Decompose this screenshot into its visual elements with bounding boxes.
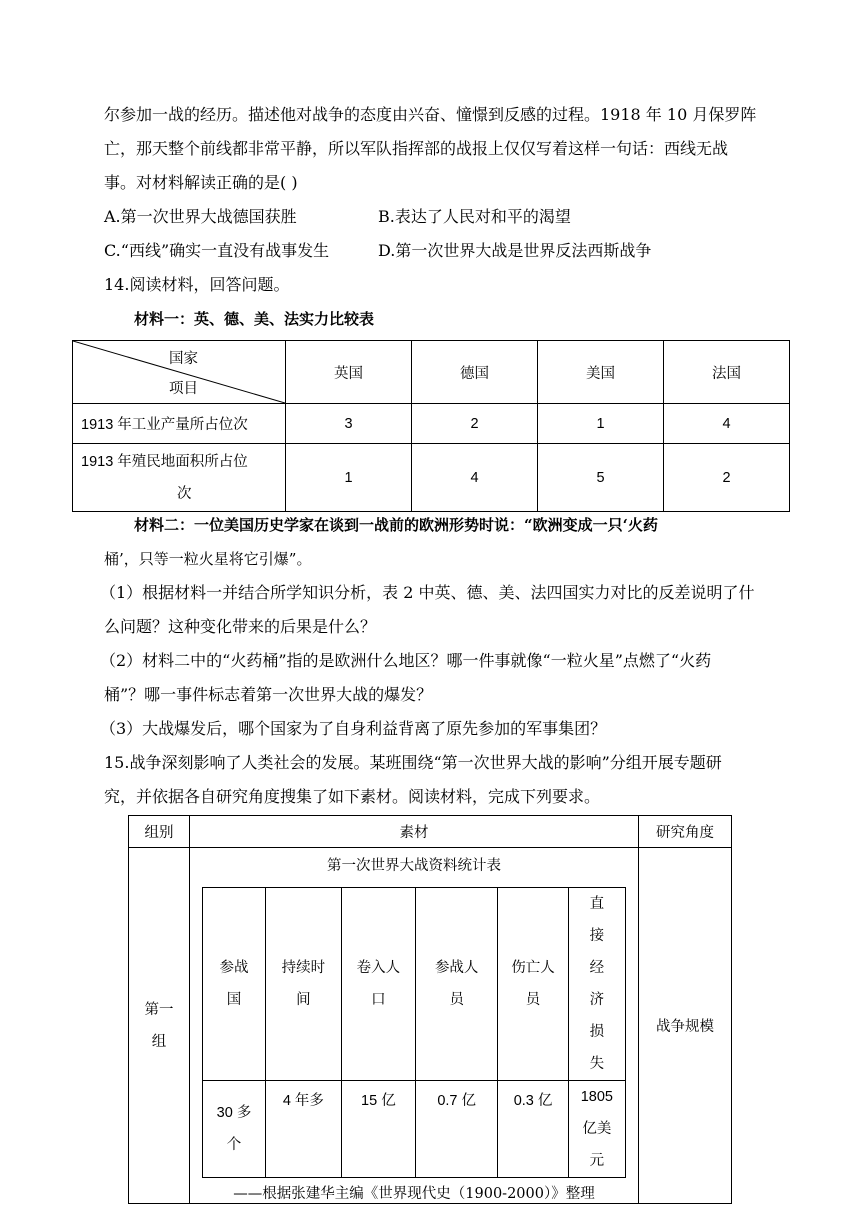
group-1-label [129, 848, 190, 1204]
table-cell: 5 [538, 444, 664, 512]
strength-comparison-table [72, 340, 790, 512]
table-cell: 3 [286, 404, 412, 444]
stats-value: 0.3 亿 [498, 1081, 568, 1178]
q13-option-d: D.第一次世界大战是世界反法西斯战争 [378, 241, 652, 260]
material2-line-2: 桶’，只等一粒火星将它引爆”。 [104, 550, 312, 568]
q15-stem-line-1: 15.战争深刻影响了人类社会的发展。某班围绕“第一次世界大战的影响”分组开展专题研 [104, 753, 722, 772]
material2-line-1 [134, 514, 658, 536]
material2-text-a: 材料二：一位美国历史学家在谈到一战前的欧洲形势时说：“欧洲变成一只‘火药 [134, 516, 658, 534]
col-header-material: 素材 [190, 816, 639, 848]
q13-option-b: B.表达了人民对和平的渴望 [378, 207, 571, 226]
table-cell: 2 [664, 444, 790, 512]
table-cell: 4 [412, 444, 538, 512]
stats-value: 4 年多 [266, 1081, 342, 1178]
row-label-colony-text-a: 1913 年殖民地面积所占位 [81, 453, 248, 470]
stats-header: 参战国 [203, 888, 266, 1081]
col-header-france: 法国 [664, 341, 790, 404]
group-1-text: 第一组 [144, 1001, 174, 1050]
stats-source: ——根据张建华主编《世界现代史（1900-2000）》整理 [233, 1186, 595, 1202]
col-header-angle: 研究角度 [639, 816, 732, 848]
table-cell: 4 [664, 404, 790, 444]
stats-header: 参战人员 [416, 888, 498, 1081]
q14-sub2-line-1: （2）材料二中的“火药桶”指的是欧洲什么地区？哪一件事就像“一粒火星”点燃了“火药 [100, 651, 712, 670]
stats-header: 伤亡人员 [498, 888, 568, 1081]
q14-sub1-line-1: （1）根据材料一并结合所学知识分析，表 2 中英、德、美、法四国实力对比的反差说明了什 [100, 583, 755, 602]
table-cell: 1 [286, 444, 412, 512]
stats-header: 直接经济损失 [568, 888, 625, 1081]
col-header-usa: 美国 [538, 341, 664, 404]
table-cell: 1 [538, 404, 664, 444]
q15-stem-line-2: 究，并依据各自研究角度搜集了如下素材。阅读材料，完成下列要求。 [104, 787, 601, 806]
stats-title: 第一次世界大战资料统计表 [327, 858, 501, 874]
row-label-colony [73, 444, 286, 512]
col-header-uk: 英国 [286, 341, 412, 404]
table-cell: 2 [412, 404, 538, 444]
q14-sub3: （3）大战爆发后，哪个国家为了自身利益背离了原先参加的军事集团？ [100, 719, 607, 738]
row-label-industry-text: 1913 年工业产量所占位次 [81, 417, 248, 433]
q14-stem: 14.阅读材料，回答问题。 [104, 275, 290, 294]
stats-header: 卷入人口 [341, 888, 415, 1081]
research-table [128, 815, 732, 1204]
col-header-group: 组别 [129, 816, 190, 848]
header-item: 项目 [169, 381, 198, 397]
q13-line-1: 尔参加一战的经历。描述他对战争的态度由兴奋、憧憬到反感的过程。1918 年 10 月保罗阵 [104, 105, 757, 124]
q14-sub1-line-2: 么问题？这种变化带来的后果是什么？ [104, 617, 377, 636]
header-country: 国家 [169, 351, 198, 367]
col-header-germany: 德国 [412, 341, 538, 404]
war-stats-table [202, 887, 626, 1178]
stats-value: 15 亿 [341, 1081, 415, 1178]
stats-value: 1805 亿美元 [568, 1081, 625, 1178]
diagonal-header-cell [73, 341, 286, 404]
material-cell [190, 848, 639, 1204]
angle-1: 战争规模 [639, 848, 732, 1204]
row-label-industry [73, 404, 286, 444]
row-label-colony-text-b: 次 [177, 485, 192, 502]
stats-header: 持续时间 [266, 888, 342, 1081]
material1-title: 材料一：英、德、美、法实力比较表 [134, 310, 375, 328]
q13-option-c: C.“西线”确实一直没有战事发生 [104, 241, 330, 260]
stats-value: 0.7 亿 [416, 1081, 498, 1178]
q13-line-2: 亡，那天整个前线都非常平静，所以军队指挥部的战报上仅仅写着这样一句话：西线无战 [104, 139, 729, 158]
q14-sub2-line-2: 桶”？哪一事件标志着第一次世界大战的爆发？ [104, 685, 433, 704]
stats-value: 30 多个 [203, 1081, 266, 1178]
q13-option-a: A.第一次世界大战德国获胜 [104, 207, 297, 226]
q13-line-3: 事。对材料解读正确的是( ) [104, 173, 298, 192]
